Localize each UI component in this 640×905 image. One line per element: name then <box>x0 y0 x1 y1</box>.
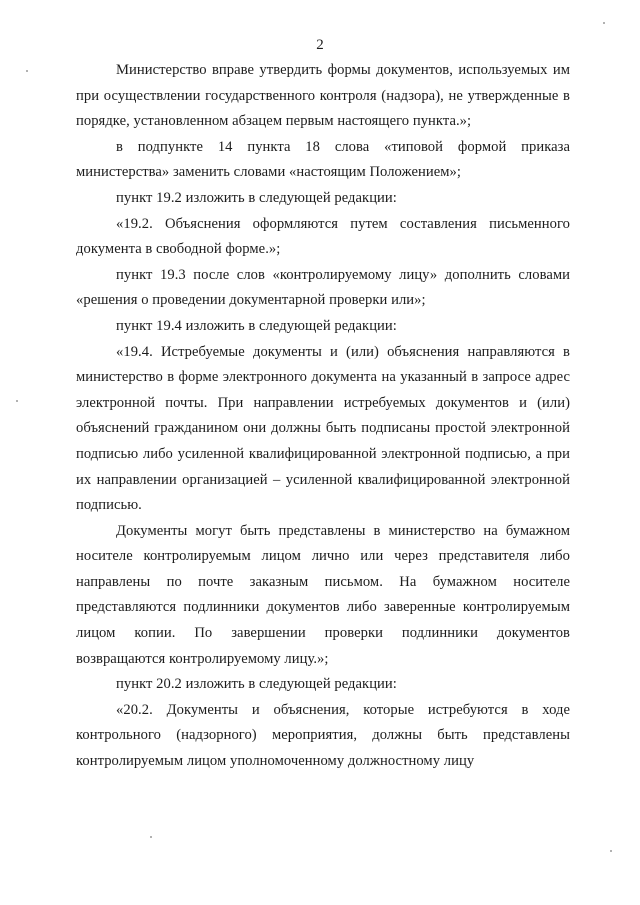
paragraph-point-19-2-text: «19.2. Объяснения оформляются путем составления письменного документа в свободной форме.»; <box>76 215 570 258</box>
paragraph-ministry-forms: Министерство вправе утвердить формы документов, используемых им при осуществлении государственного контроля (надзора), не утвержденные в порядке, установленном абзацем первым настоящего пункта.»; <box>76 62 570 130</box>
paragraph-point-19-2-intro: пункт 19.2 изложить в следующей редакции: <box>116 189 397 206</box>
paragraph-point-19-3: пункт 19.3 после слов «контролируемому лицу» дополнить словами «решения о проведении документарной проверки или»; <box>76 266 570 309</box>
paragraph-paper-documents: Документы могут быть представлены в министерство на бумажном носителе контролируемым лицом лично или через представителя либо направлены по почте заказным письмом. На бумажном носителе представляются подлинники документов либо заверенные контролируемым лицом копии. По завершении проверки подлинники документов возвращаются контролируемому лицу.»; <box>76 522 570 667</box>
paragraph-subpoint-14: в подпункте 14 пункта 18 слова «типовой формой приказа министерства» заменить словами «настоящим Положением»; <box>76 138 570 181</box>
paragraph-point-19-4-intro: пункт 19.4 изложить в следующей редакции: <box>116 317 397 334</box>
scan-speck <box>26 70 28 72</box>
scan-speck <box>610 850 612 852</box>
scan-speck <box>16 400 18 402</box>
scan-speck <box>150 836 152 838</box>
paragraph-point-20-2-text: «20.2. Документы и объяснения, которые истребуются в ходе контрольного (надзорного) мероприятия, должны быть представлены контролируемым лицом уполномоченному должностному лицу <box>76 701 570 770</box>
scan-speck <box>603 22 605 24</box>
page-number: 2 <box>316 37 324 53</box>
paragraph-point-19-4-text: «19.4. Истребуемые документы и (или) объяснения направляются в министерство в форме электронного документа на указанный в запросе адрес электронной почты. При направлении истребуемых документов и (или) объяснений гражданином они должны быть подписаны простой электронной подписью либо усиленной квалифицированной электронной подписью, а при их направлении организацией – усиленной квалифицированной электронной подписью. <box>76 343 570 514</box>
paragraph-point-20-2-intro: пункт 20.2 изложить в следующей редакции: <box>116 676 397 693</box>
document-body <box>76 58 570 775</box>
